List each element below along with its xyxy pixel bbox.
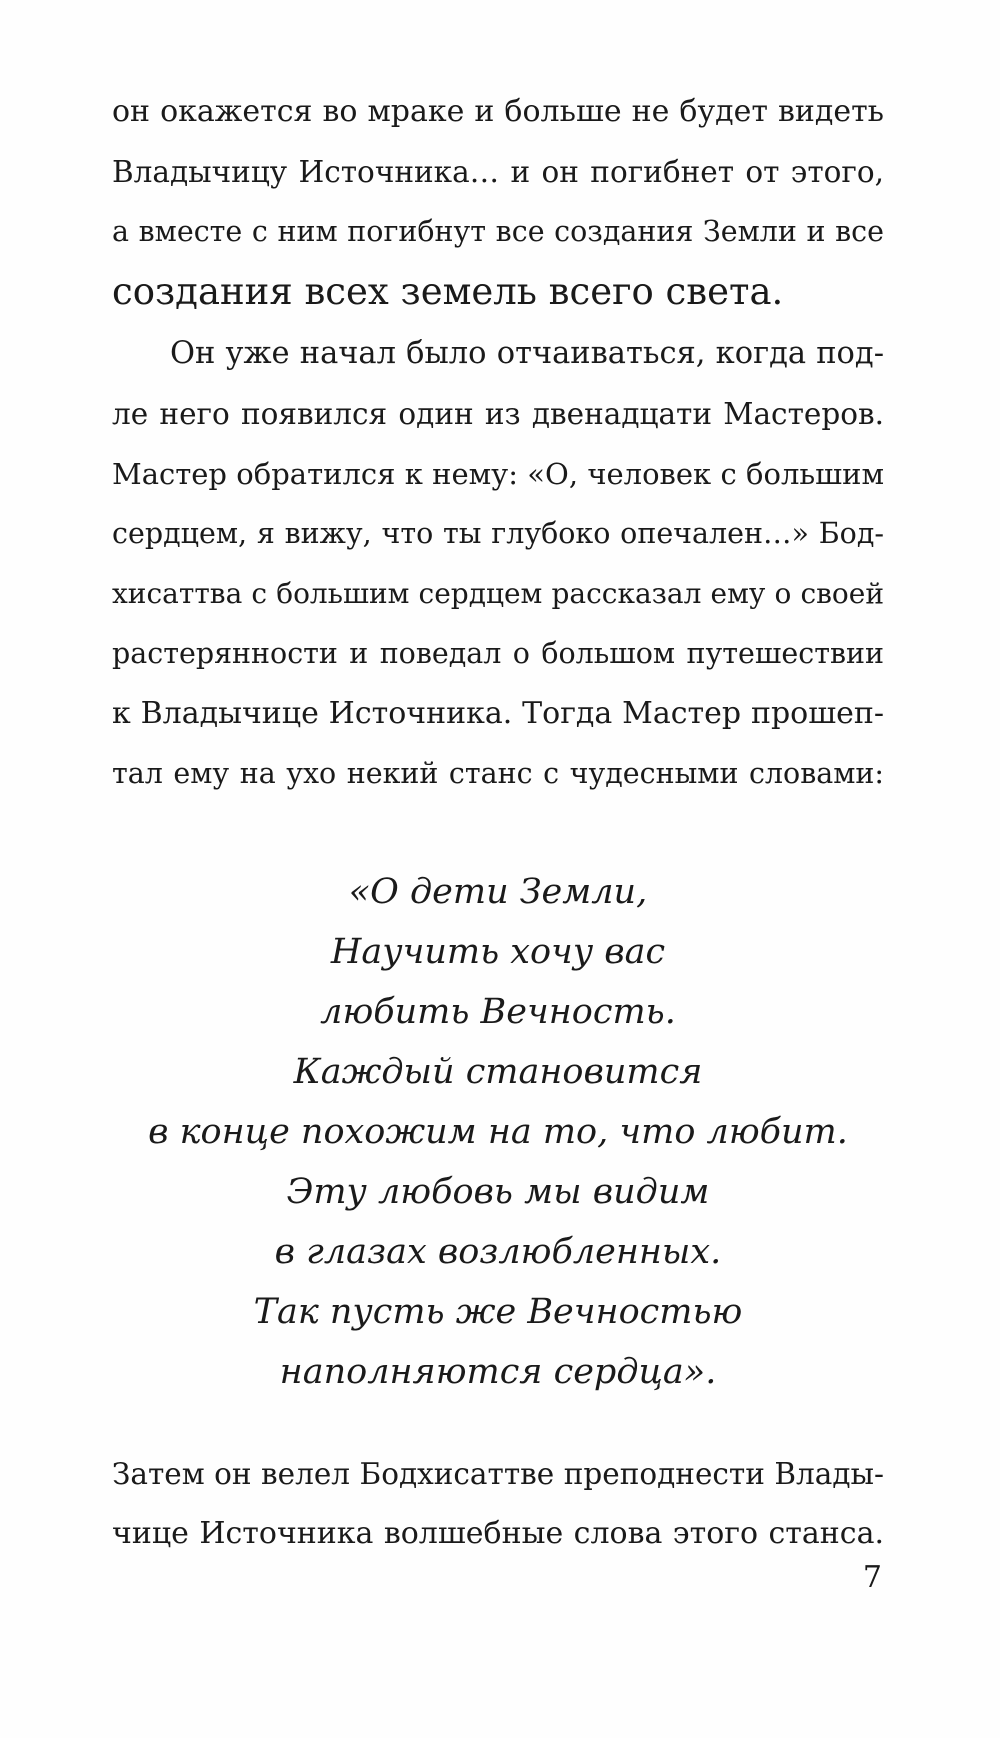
- verse-line: Научить хочу вас: [330, 932, 666, 972]
- verse-line: в глазах возлюбленных.: [274, 1232, 722, 1272]
- text-line: он окажется во мраке и больше не будет видеть: [112, 94, 884, 129]
- text-line: Владычицу Источника… и он погибнет от этого,: [112, 155, 884, 189]
- text-line: Мастер обратился к нему: «О, человек с большим: [112, 457, 884, 491]
- verse-line: Эту любовь мы видим: [286, 1172, 710, 1212]
- text-line: Затем он велел Бодхисаттве преподнести Влады-: [112, 1457, 884, 1491]
- verse-line: Каждый становится: [293, 1052, 703, 1092]
- verse-line: Так пусть же Вечностью: [253, 1292, 743, 1332]
- text-line: к Владычице Источника. Тогда Мастер прошеп-: [112, 696, 884, 731]
- text-line: чице Источника волшебные слова этого станса.: [112, 1516, 884, 1551]
- text-line: хисаттва с большим сердцем рассказал ему о своей: [112, 577, 884, 610]
- verse-line: в конце похожим на то, что любит.: [148, 1112, 848, 1152]
- verse-line: «О дети Земли,: [348, 872, 648, 912]
- text-line: растерянности и поведал о большом путешествии: [112, 637, 884, 670]
- text-line: сердцем, я вижу, что ты глубоко опечален…» Бод-: [112, 517, 884, 550]
- verse-line: любить Вечность.: [320, 992, 676, 1032]
- text-line: а вместе с ним погибнут все создания Земли и все: [112, 215, 884, 248]
- text-line: ле него появился один из двенадцати Мастеров.: [112, 397, 884, 431]
- text-line: тал ему на ухо некий станс с чудесными словами:: [112, 757, 884, 790]
- page-number: 7: [862, 1560, 882, 1595]
- text-line: создания всех земель всего света.: [112, 270, 784, 313]
- text-line: Он уже начал было отчаиваться, когда под-: [170, 336, 884, 371]
- verse-line: наполняются сердца».: [279, 1352, 717, 1392]
